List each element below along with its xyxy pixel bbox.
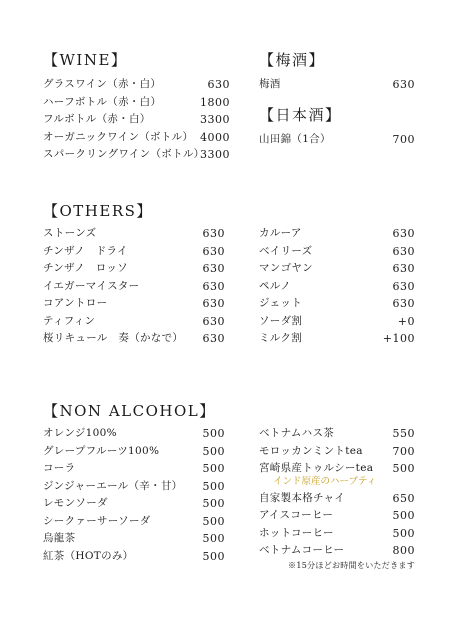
menu-item	[43, 330, 225, 348]
menu-item	[43, 243, 225, 261]
item-name: オーガニックワイン（ボトル）	[43, 130, 194, 143]
item-name: フルボトル（赤・白）	[43, 113, 151, 125]
menu-item	[43, 278, 225, 296]
item-price: 500	[202, 462, 225, 475]
item-price: 500	[392, 462, 415, 475]
menu-item	[259, 425, 415, 443]
item-name: ホットコーヒー	[259, 526, 334, 539]
item-price: 3300	[200, 148, 230, 161]
item-price: +100	[382, 332, 415, 345]
non-alcohol-left-column	[43, 425, 225, 565]
tulsi-subtitle: インド原産のハーブティ	[273, 475, 377, 487]
menu-item	[43, 460, 225, 478]
item-name: ジェット	[259, 297, 302, 309]
item-price: 500	[392, 509, 415, 522]
item-price: 500	[202, 532, 225, 545]
item-price: 500	[202, 444, 225, 458]
item-name: 宮崎県産トゥルシーtea	[259, 462, 374, 474]
menu-item	[43, 478, 225, 496]
menu-item	[43, 225, 225, 243]
item-price: 630	[392, 262, 415, 275]
non-alcohol-right-column	[259, 425, 415, 571]
item-price: 500	[202, 427, 225, 440]
menu-item	[259, 443, 415, 461]
item-price: 630	[392, 279, 415, 293]
menu-item	[43, 129, 230, 147]
menu-item	[259, 243, 415, 261]
menu-item	[43, 548, 225, 566]
item-price: 630	[392, 227, 415, 240]
item-name: オレンジ100%	[43, 427, 117, 439]
item-price: 500	[202, 514, 225, 528]
menu-item	[259, 76, 415, 94]
item-price: 630	[392, 78, 415, 91]
item-name: ソーダ割	[259, 314, 303, 327]
menu-item	[43, 530, 225, 548]
item-price: 630	[202, 314, 225, 328]
menu-item	[259, 260, 415, 278]
menu-item	[43, 295, 225, 313]
menu-item	[259, 490, 415, 508]
item-name: マンゴヤン	[259, 262, 313, 274]
item-price: 630	[202, 227, 225, 240]
item-price: 630	[202, 279, 225, 293]
item-price: 630	[392, 297, 415, 310]
item-price: 4000	[200, 130, 230, 144]
item-name: グラスワイン（赤・白）	[43, 78, 162, 90]
item-name: 自家製本格チャイ	[259, 491, 346, 504]
item-name: 桜リキュール 奏（かなで）	[43, 332, 184, 344]
menu-item	[259, 278, 415, 296]
item-price: 500	[202, 479, 225, 493]
item-price: 1800	[200, 95, 230, 109]
item-name: モロッカンミントtea	[259, 444, 363, 457]
item-price: 500	[202, 497, 225, 510]
item-price: 800	[392, 544, 415, 557]
menu-item	[43, 513, 225, 531]
item-name: ハーフボトル（赤・白）	[43, 95, 162, 108]
item-name: チンザノ ロッソ	[43, 262, 128, 274]
item-name: カルーア	[259, 227, 302, 239]
item-name: ティフィン	[43, 314, 96, 327]
item-name: 梅酒	[259, 78, 281, 90]
menu-item	[259, 225, 415, 243]
item-name: コアントロー	[43, 297, 108, 309]
item-price: 630	[392, 244, 415, 258]
nihonshu-section	[259, 106, 415, 149]
menu-item	[43, 260, 225, 278]
menu-item	[43, 76, 230, 94]
item-name: チンザノ ドライ	[43, 244, 128, 257]
item-price: 650	[392, 491, 415, 505]
item-price: 700	[392, 444, 415, 458]
item-price: 500	[392, 526, 415, 540]
item-name: コーラ	[43, 462, 76, 474]
item-price: 550	[392, 427, 415, 440]
menu-item	[43, 443, 225, 461]
item-name: ミルク割	[259, 332, 302, 344]
item-name: ベトナムハス茶	[259, 427, 335, 439]
item-price: 700	[392, 133, 415, 146]
item-name: グレープフルーツ100%	[43, 444, 160, 457]
non-alcohol-heading: 【NON ALCOHOL】	[43, 402, 216, 420]
item-name: ストーンズ	[43, 227, 97, 239]
item-name: イエガーマイスター	[43, 279, 140, 292]
others-left-column	[43, 225, 225, 348]
umeshu-heading: 【梅酒】	[259, 51, 326, 69]
item-name: 紅茶（HOTのみ）	[43, 549, 134, 562]
menu-item	[259, 542, 415, 560]
menu-item	[259, 131, 415, 149]
item-name: ペルノ	[259, 279, 291, 292]
menu-item	[43, 146, 230, 164]
menu-item	[43, 495, 225, 513]
item-price: 630	[202, 332, 225, 345]
menu-item	[43, 313, 225, 331]
item-name: アイスコーヒー	[259, 509, 334, 521]
menu-item	[259, 313, 415, 331]
item-price: 500	[202, 549, 225, 563]
menu-item	[43, 94, 230, 112]
menu-item	[259, 295, 415, 313]
menu-item	[259, 507, 415, 525]
item-name: ジンジャーエール（辛・甘）	[43, 479, 183, 492]
menu-item	[43, 111, 230, 129]
item-price: 630	[202, 244, 225, 258]
vietnam-coffee-note: ※15分ほどお時間をいただきます	[288, 560, 415, 570]
menu-item	[259, 525, 415, 543]
menu-item	[43, 425, 225, 443]
item-price: 630	[202, 262, 225, 275]
item-name: レモンソーダ	[43, 497, 108, 509]
item-name: ベイリーズ	[259, 244, 313, 257]
nihonshu-heading: 【日本酒】	[259, 106, 342, 124]
item-name: スパークリングワイン（ボトル）	[43, 148, 205, 160]
item-name: ベトナムコーヒー	[259, 544, 345, 556]
umeshu-section	[259, 51, 415, 94]
item-price: 630	[207, 78, 230, 91]
item-price: 630	[202, 297, 225, 310]
item-name: 烏龍茶	[43, 532, 76, 544]
item-price: 3300	[200, 113, 230, 126]
wine-heading: 【WINE】	[43, 51, 128, 69]
menu-item	[259, 330, 415, 348]
item-name: シークァーサーソーダ	[43, 514, 151, 527]
menu-item	[259, 460, 415, 478]
wine-section	[43, 51, 230, 164]
others-heading: 【OTHERS】	[43, 202, 153, 220]
others-right-column	[259, 225, 415, 348]
item-name: 山田錦（1合）	[259, 133, 331, 145]
item-price: +0	[397, 314, 415, 328]
